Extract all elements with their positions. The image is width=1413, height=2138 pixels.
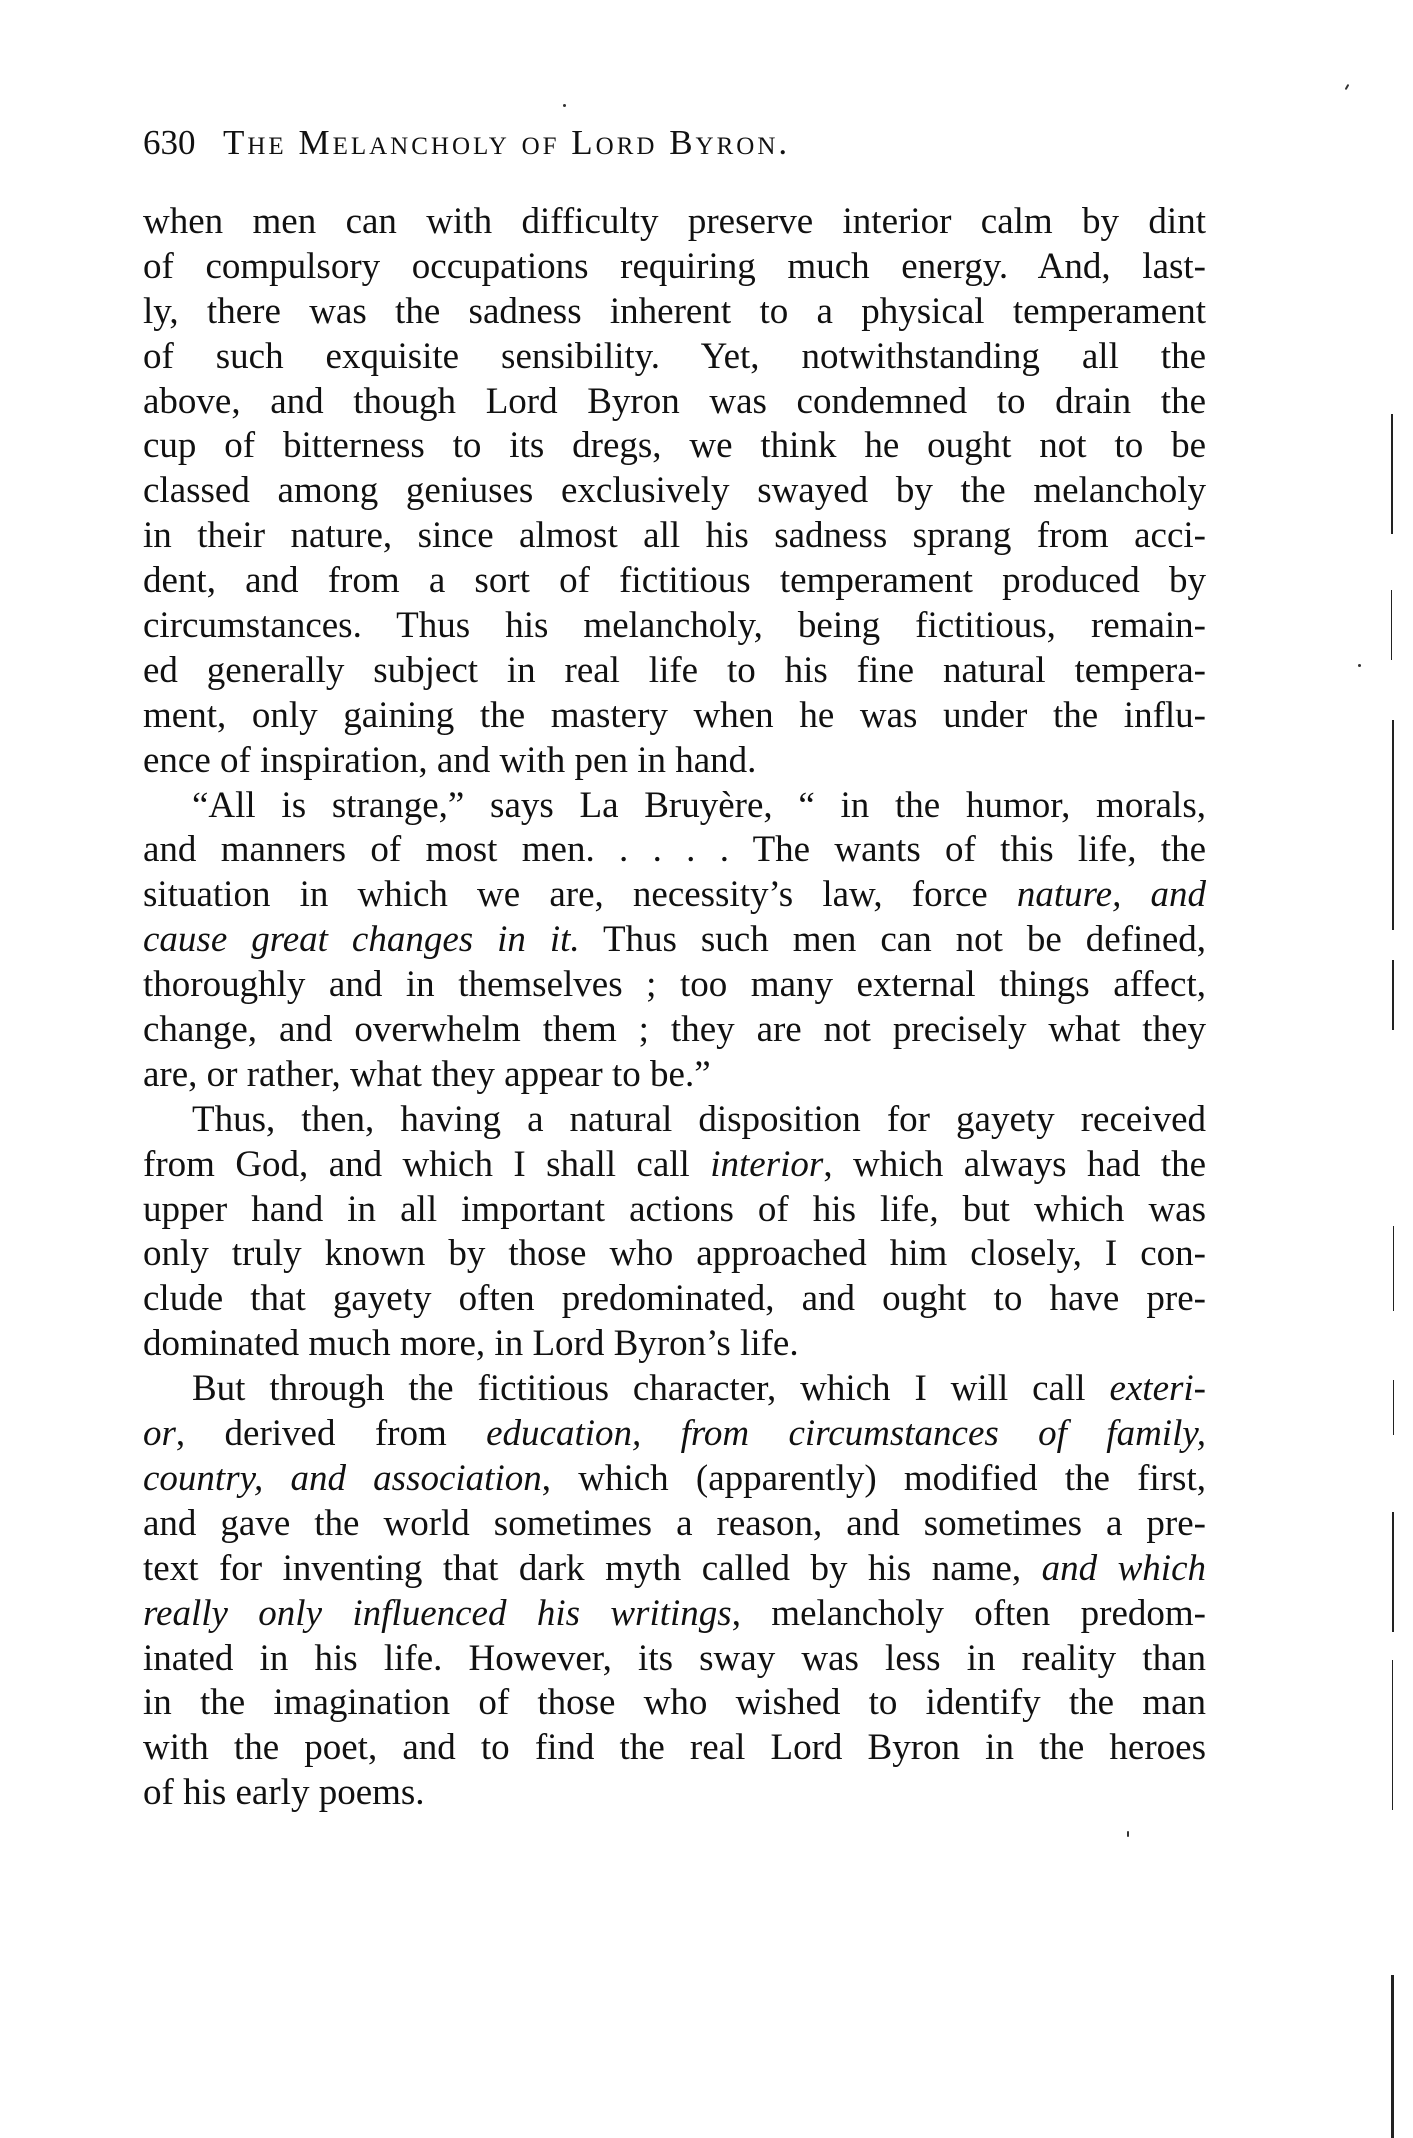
text-line (143, 1592, 1206, 1637)
text-span: classed among geniuses exclusively swayed by the melancholy (143, 470, 1206, 512)
scan-edge-line (1392, 720, 1394, 930)
italic-text: and which (1041, 1547, 1206, 1589)
text-line (143, 380, 1206, 425)
italic-text: cause great changes in it. (143, 919, 580, 961)
text-span: Thus, then, having a natural disposition for gayety received (192, 1098, 1206, 1140)
paragraph-first-line (143, 1098, 1206, 1143)
text-line (143, 1637, 1206, 1682)
text-line (143, 1547, 1206, 1592)
speck (563, 104, 566, 107)
text-span: in the imagination of those who wished to identify the man (143, 1682, 1206, 1724)
text-line (143, 828, 1206, 873)
text-span: dominated much more, in Lord Byron’s life. (143, 1323, 799, 1365)
text-span: only truly known by those who approached him closely, I con- (143, 1233, 1206, 1275)
italic-text: nature, and (1016, 874, 1206, 916)
scan-edge-line (1392, 1512, 1394, 1632)
text-span: dent, and from a sort of fictitious temperament produced by (143, 560, 1206, 602)
italic-text: really only influenced his writings (143, 1592, 732, 1634)
text-span: change, and overwhelm them ; they are not precisely what they (143, 1009, 1206, 1051)
scan-edge-line (1393, 1226, 1394, 1311)
text-span: circumstances. Thus his melancholy, being fictitious, remain- (143, 605, 1206, 647)
text-span: and manners of most men. . . . . The wants of this life, the (143, 829, 1206, 871)
text-span: thoroughly and in themselves ; too many external things affect, (143, 964, 1206, 1006)
text-span: ly, there was the sadness inherent to a physical temperament (143, 290, 1206, 332)
text-span: above, and though Lord Byron was condemned to drain the (143, 380, 1206, 422)
text-line (143, 918, 1206, 963)
text-span: of his early poems. (143, 1772, 425, 1814)
text-span: of compulsory occupations requiring much energy. And, last- (143, 245, 1206, 287)
text-span: “All is strange,” says La Bruyère, “ in the humor, morals, (192, 784, 1206, 826)
scan-edge-line (1392, 1660, 1393, 1810)
text-line (143, 649, 1206, 694)
scan-edge-line (1391, 590, 1392, 660)
text-span: Thus such men can not be defined, (579, 919, 1206, 961)
text-line (143, 1143, 1206, 1188)
scan-edge-line (1393, 1380, 1394, 1435)
text-line (143, 694, 1206, 739)
text-span: But through the fictitious character, which I will call (192, 1368, 1110, 1410)
paragraph-first-line (143, 784, 1206, 829)
text-span: ed generally subject in real life to his fine natural tempera- (143, 649, 1206, 691)
text-span: and gave the world sometimes a reason, and sometimes a pre- (143, 1502, 1206, 1544)
text-line (143, 559, 1206, 604)
text-line (143, 514, 1206, 559)
text-line (143, 739, 1206, 784)
text-line (143, 1457, 1206, 1502)
text-line (143, 1726, 1206, 1771)
page-number: 630 (143, 123, 196, 162)
text-span: cup of bitterness to its dregs, we think he ought not to be (143, 425, 1206, 467)
text-line (143, 1008, 1206, 1053)
text-line (143, 1277, 1206, 1322)
italic-text: or (143, 1413, 176, 1455)
body-text (143, 200, 1206, 1816)
text-line (143, 335, 1206, 380)
text-span: of such exquisite sensibility. Yet, notwithstanding all the (143, 335, 1206, 377)
text-span: inated in his life. However, its sway was less in reality than (143, 1637, 1206, 1679)
text-span: , which (apparently) modified the first, (541, 1457, 1206, 1499)
text-line (143, 873, 1206, 918)
text-span: ence of inspiration, and with pen in hand. (143, 739, 757, 781)
running-head (143, 122, 1143, 164)
scan-edge-line (1391, 414, 1393, 534)
scan-edge-line (1392, 960, 1394, 1030)
text-line (143, 1502, 1206, 1547)
speck (1127, 1831, 1129, 1837)
text-span: ment, only gaining the mastery when he was under the influ- (143, 694, 1206, 736)
paragraph-first-line (143, 1367, 1206, 1412)
text-span: clude that gayety often predominated, and ought to have pre- (143, 1278, 1206, 1320)
text-line (143, 1681, 1206, 1726)
text-span: when men can with difficulty preserve interior calm by dint (143, 201, 1206, 242)
text-line (143, 1322, 1206, 1367)
text-span: , which always had the (823, 1143, 1207, 1185)
text-line (143, 1412, 1206, 1457)
text-line (143, 1232, 1206, 1277)
text-line (143, 200, 1206, 245)
text-span: text for inventing that dark myth called by his name, (143, 1547, 1042, 1589)
speck (1345, 84, 1350, 90)
italic-text: interior (710, 1143, 824, 1185)
scan-edge-line (1391, 1975, 1394, 2138)
text-span: upper hand in all important actions of his life, but which was (143, 1188, 1206, 1230)
text-span: from God, and which I shall call (143, 1143, 711, 1185)
italic-text: exteri- (1109, 1368, 1206, 1410)
text-span: in their nature, since almost all his sadness sprang from acci- (143, 515, 1206, 557)
text-span: with the poet, and to find the real Lord Byron in the heroes (143, 1727, 1206, 1769)
text-span: are, or rather, what they appear to be.” (143, 1053, 711, 1095)
running-title: The Melancholy of Lord Byron. (223, 123, 791, 162)
text-line (143, 424, 1206, 469)
speck (1358, 664, 1361, 667)
text-line (143, 1188, 1206, 1233)
text-span: , derived from (175, 1413, 487, 1455)
text-line (143, 604, 1206, 649)
italic-text: country, and association (143, 1457, 542, 1499)
text-line (143, 469, 1206, 514)
text-span: situation in which we are, necessity’s law, force (143, 874, 1017, 916)
text-line (143, 245, 1206, 290)
text-span: , melancholy often predom- (731, 1592, 1206, 1634)
text-line (143, 290, 1206, 335)
text-line (143, 1771, 1206, 1816)
italic-text: education, from circumstances of family, (486, 1413, 1206, 1455)
text-line (143, 963, 1206, 1008)
text-line (143, 1053, 1206, 1098)
